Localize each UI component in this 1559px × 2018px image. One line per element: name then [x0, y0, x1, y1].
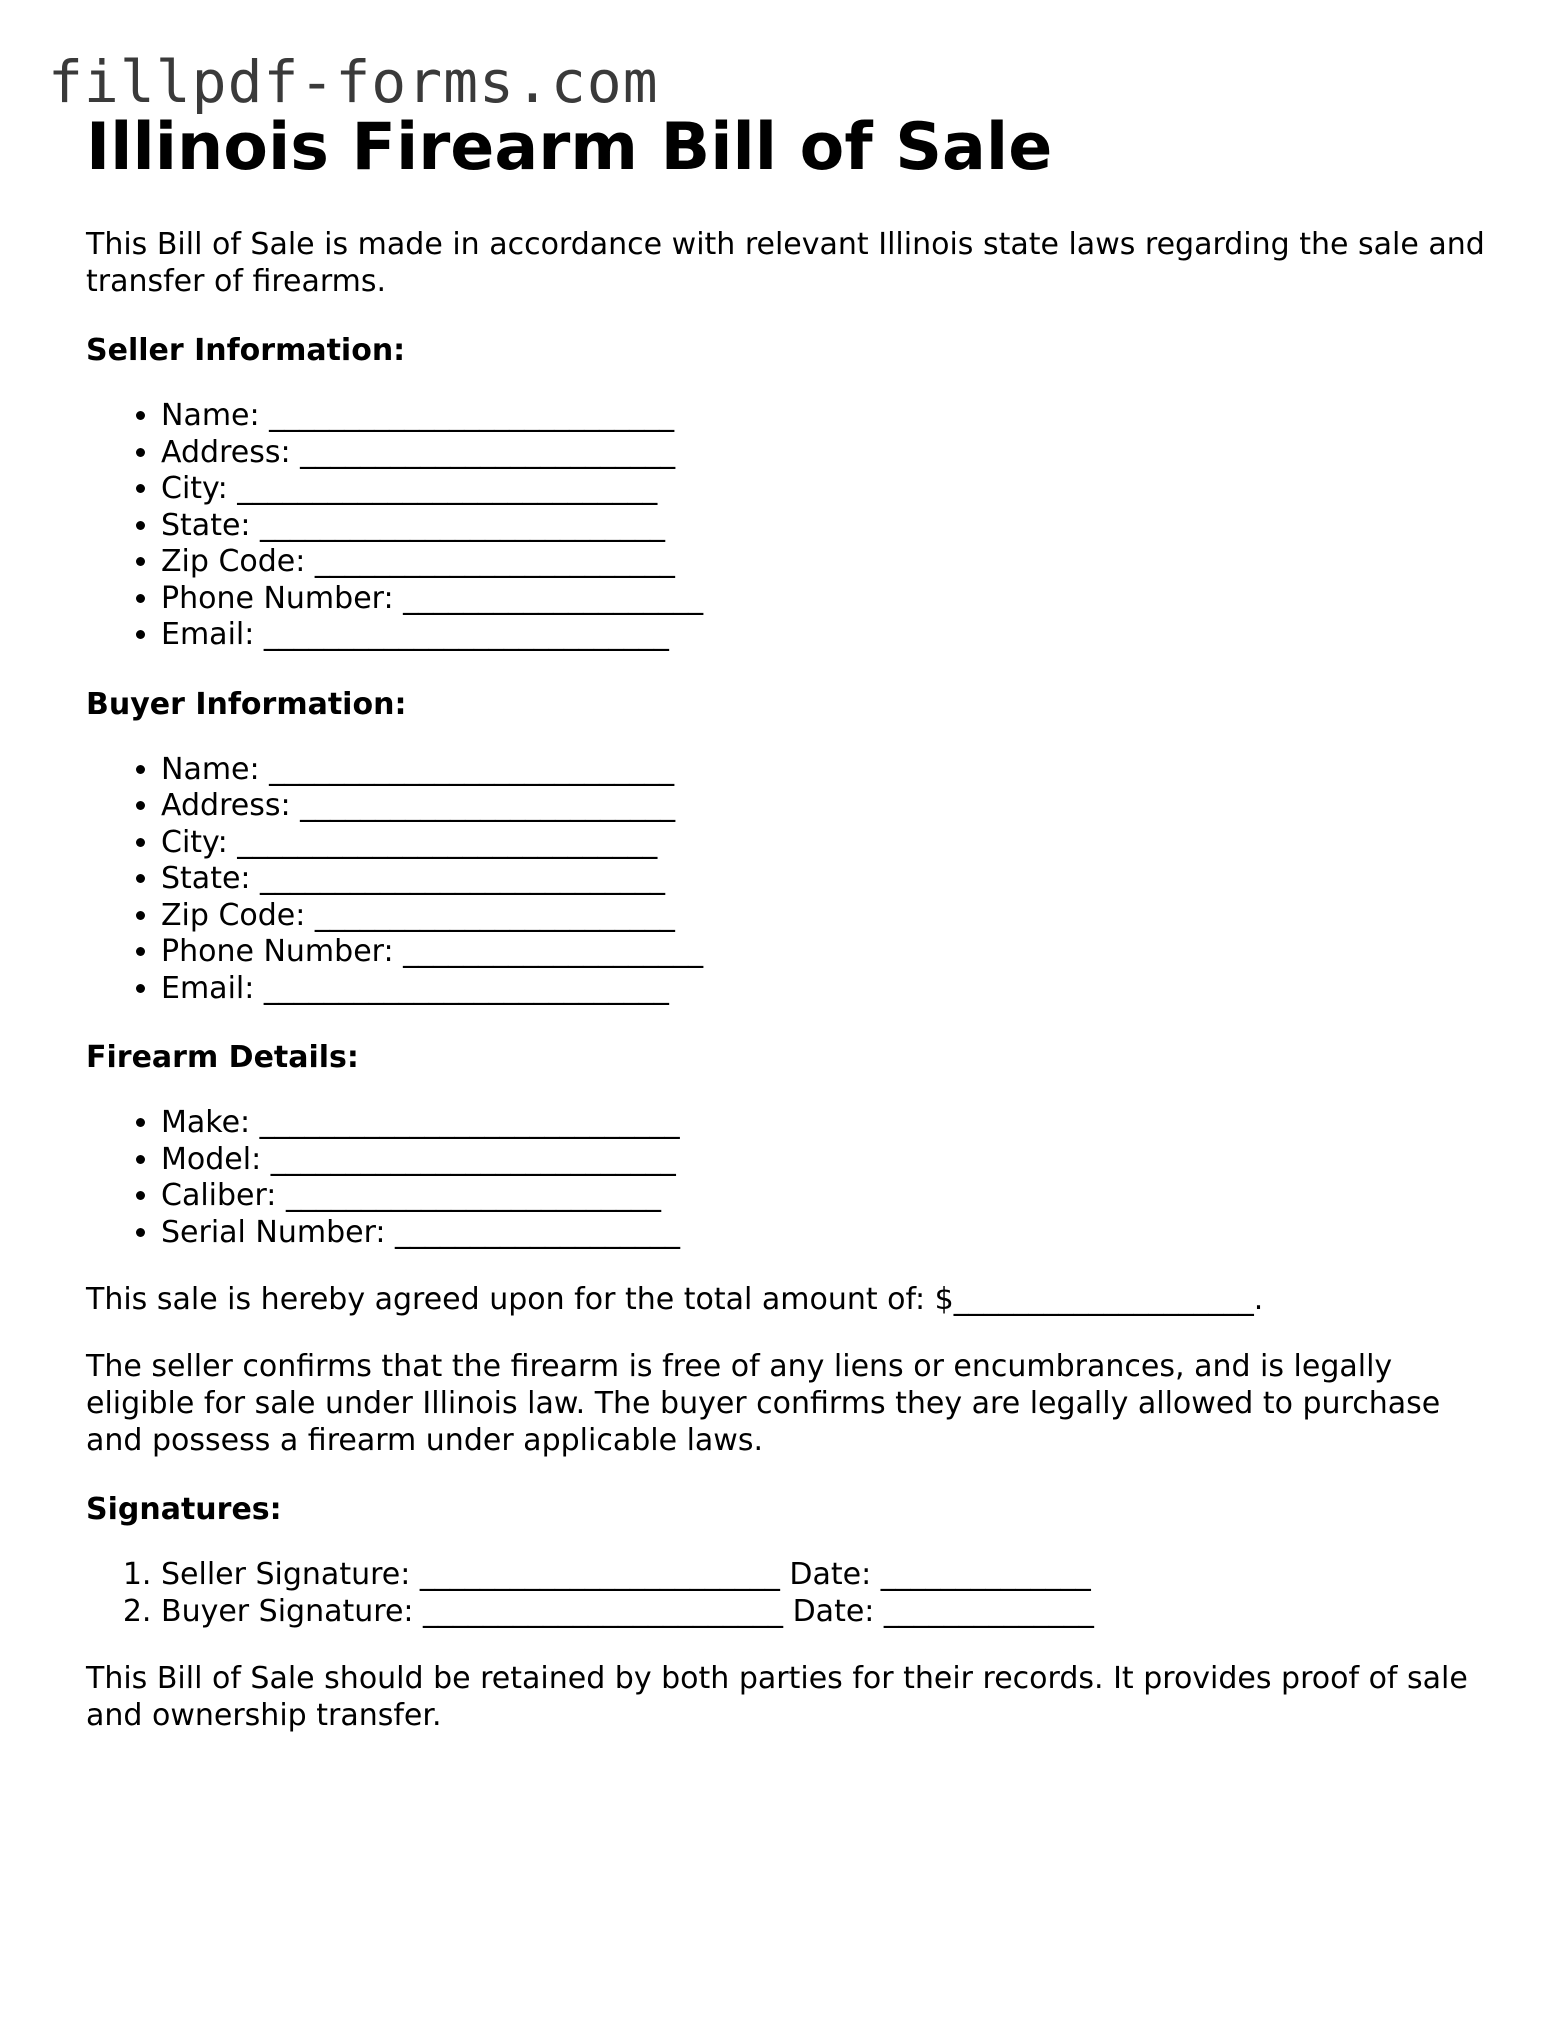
firearm-heading: Firearm Details: — [86, 1040, 359, 1075]
buyer-heading: Buyer Information: — [86, 686, 407, 722]
seller-zip-field[interactable]: • Zip Code: ________________________ — [161, 544, 1486, 581]
watermark: fillpdf-forms.com — [48, 48, 659, 116]
buyer-field-list — [86, 752, 1486, 1008]
firearm-field-list — [86, 1105, 1486, 1251]
buyer-state-field[interactable]: • State: ___________________________ — [161, 861, 1486, 898]
document-title: Illinois Firearm Bill of Sale — [86, 110, 1053, 185]
seller-address-field[interactable]: • Address: _________________________ — [161, 435, 1486, 472]
seller-email-field[interactable]: • Email: ___________________________ — [161, 617, 1486, 654]
buyer-address-field[interactable]: • Address: _________________________ — [161, 788, 1486, 825]
firearm-make-field[interactable]: • Make: ____________________________ — [161, 1105, 1486, 1142]
buyer-city-field[interactable]: • City: ____________________________ — [161, 825, 1486, 862]
intro-paragraph: This Bill of Sale is made in accordance with relevant Illinois state laws regarding the sale and transfer of firearms. — [86, 227, 1485, 299]
buyer-phone-field[interactable]: • Phone Number: ____________________ — [161, 934, 1486, 971]
confirmation-paragraph: The seller confirms that the firearm is free of any liens or encumbrances, and is legally eligible for sale under Illinois law. The buyer confirms they are legally allowed to purchase and possess a firearm under applicable laws. — [86, 1349, 1441, 1458]
firearm-caliber-field[interactable]: • Caliber: _________________________ — [161, 1178, 1486, 1215]
seller-phone-field[interactable]: • Phone Number: ____________________ — [161, 581, 1486, 618]
buyer-zip-field[interactable]: • Zip Code: ________________________ — [161, 898, 1486, 935]
buyer-email-field[interactable]: • Email: ___________________________ — [161, 971, 1486, 1008]
seller-state-field[interactable]: • State: ___________________________ — [161, 508, 1486, 545]
closing-paragraph: This Bill of Sale should be retained by both parties for their records. It provides proof of sale and ownership transfer. — [86, 1661, 1468, 1733]
buyer-name-field[interactable]: • Name: ___________________________ — [161, 752, 1486, 789]
buyer-signature-field[interactable]: 2. Buyer Signature: ________________________ Date: ______________ — [161, 1594, 1486, 1631]
firearm-serial-field[interactable]: • Serial Number: ___________________ — [161, 1215, 1486, 1252]
seller-heading: Seller Information: — [86, 333, 406, 368]
seller-field-list — [86, 398, 1486, 654]
firearm-model-field[interactable]: • Model: ___________________________ — [161, 1142, 1486, 1179]
seller-signature-field[interactable]: 1. Seller Signature: ________________________ Date: ______________ — [161, 1557, 1486, 1594]
seller-name-field[interactable]: • Name: ___________________________ — [161, 398, 1486, 435]
signature-list — [86, 1557, 1486, 1630]
document-page — [86, 108, 1486, 1734]
amount-field[interactable]: This sale is hereby agreed upon for the total amount of: $____________________. — [86, 1282, 1264, 1317]
seller-city-field[interactable]: • City: ____________________________ — [161, 471, 1486, 508]
signatures-heading: Signatures: — [86, 1492, 282, 1527]
